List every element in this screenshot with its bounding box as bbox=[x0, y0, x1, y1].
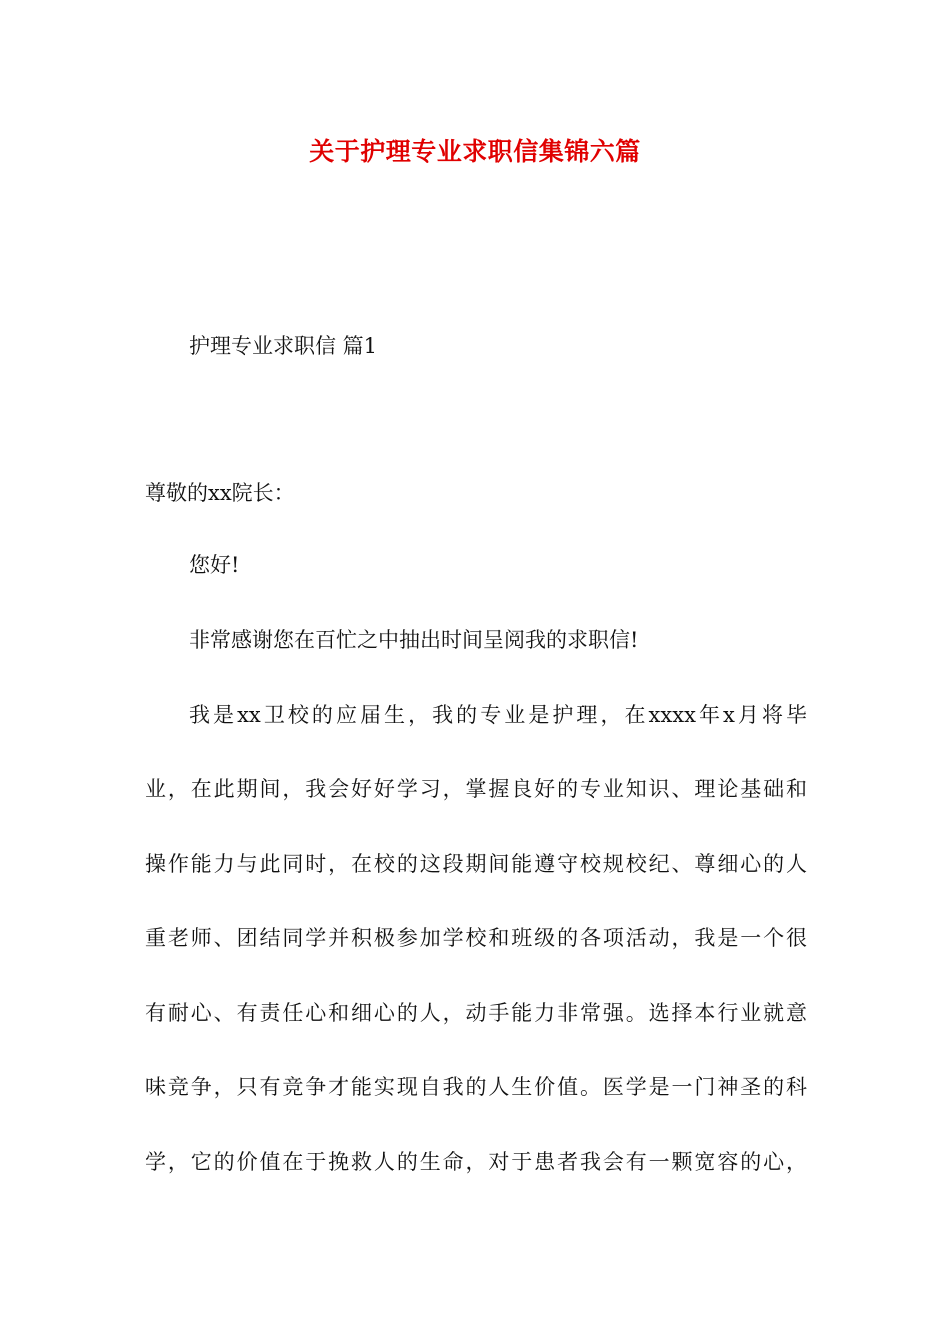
body-line: 味竞争，只有竞争才能实现自我的人生价值。医学是一门神圣的科 bbox=[145, 1075, 807, 1099]
document-title: 关于护理专业求职信集锦六篇 bbox=[309, 137, 641, 166]
body-line: 学，它的价值在于挽救人的生命，对于患者我会有一颗宽容的心， bbox=[145, 1150, 807, 1174]
body-line: 我是xx卫校的应届生，我的专业是护理，在xxxx年x月将毕 bbox=[189, 703, 807, 727]
greeting: 您好! bbox=[189, 553, 240, 577]
body-line: 业，在此期间，我会好好学习，掌握良好的专业知识、理论基础和 bbox=[145, 777, 807, 801]
body-line: 操作能力与此同时，在校的这段期间能遵守校规校纪、尊细心的人 bbox=[145, 852, 807, 876]
body-line: 有耐心、有责任心和细心的人，动手能力非常强。选择本行业就意 bbox=[145, 1001, 807, 1025]
section-heading: 护理专业求职信 篇1 bbox=[189, 334, 378, 358]
salutation: 尊敬的xx院长： bbox=[145, 481, 295, 505]
body-line: 重老师、团结同学并积极参加学校和班级的各项活动，我是一个很 bbox=[145, 926, 807, 950]
thanks-line: 非常感谢您在百忙之中抽出时间呈阅我的求职信! bbox=[189, 628, 639, 652]
